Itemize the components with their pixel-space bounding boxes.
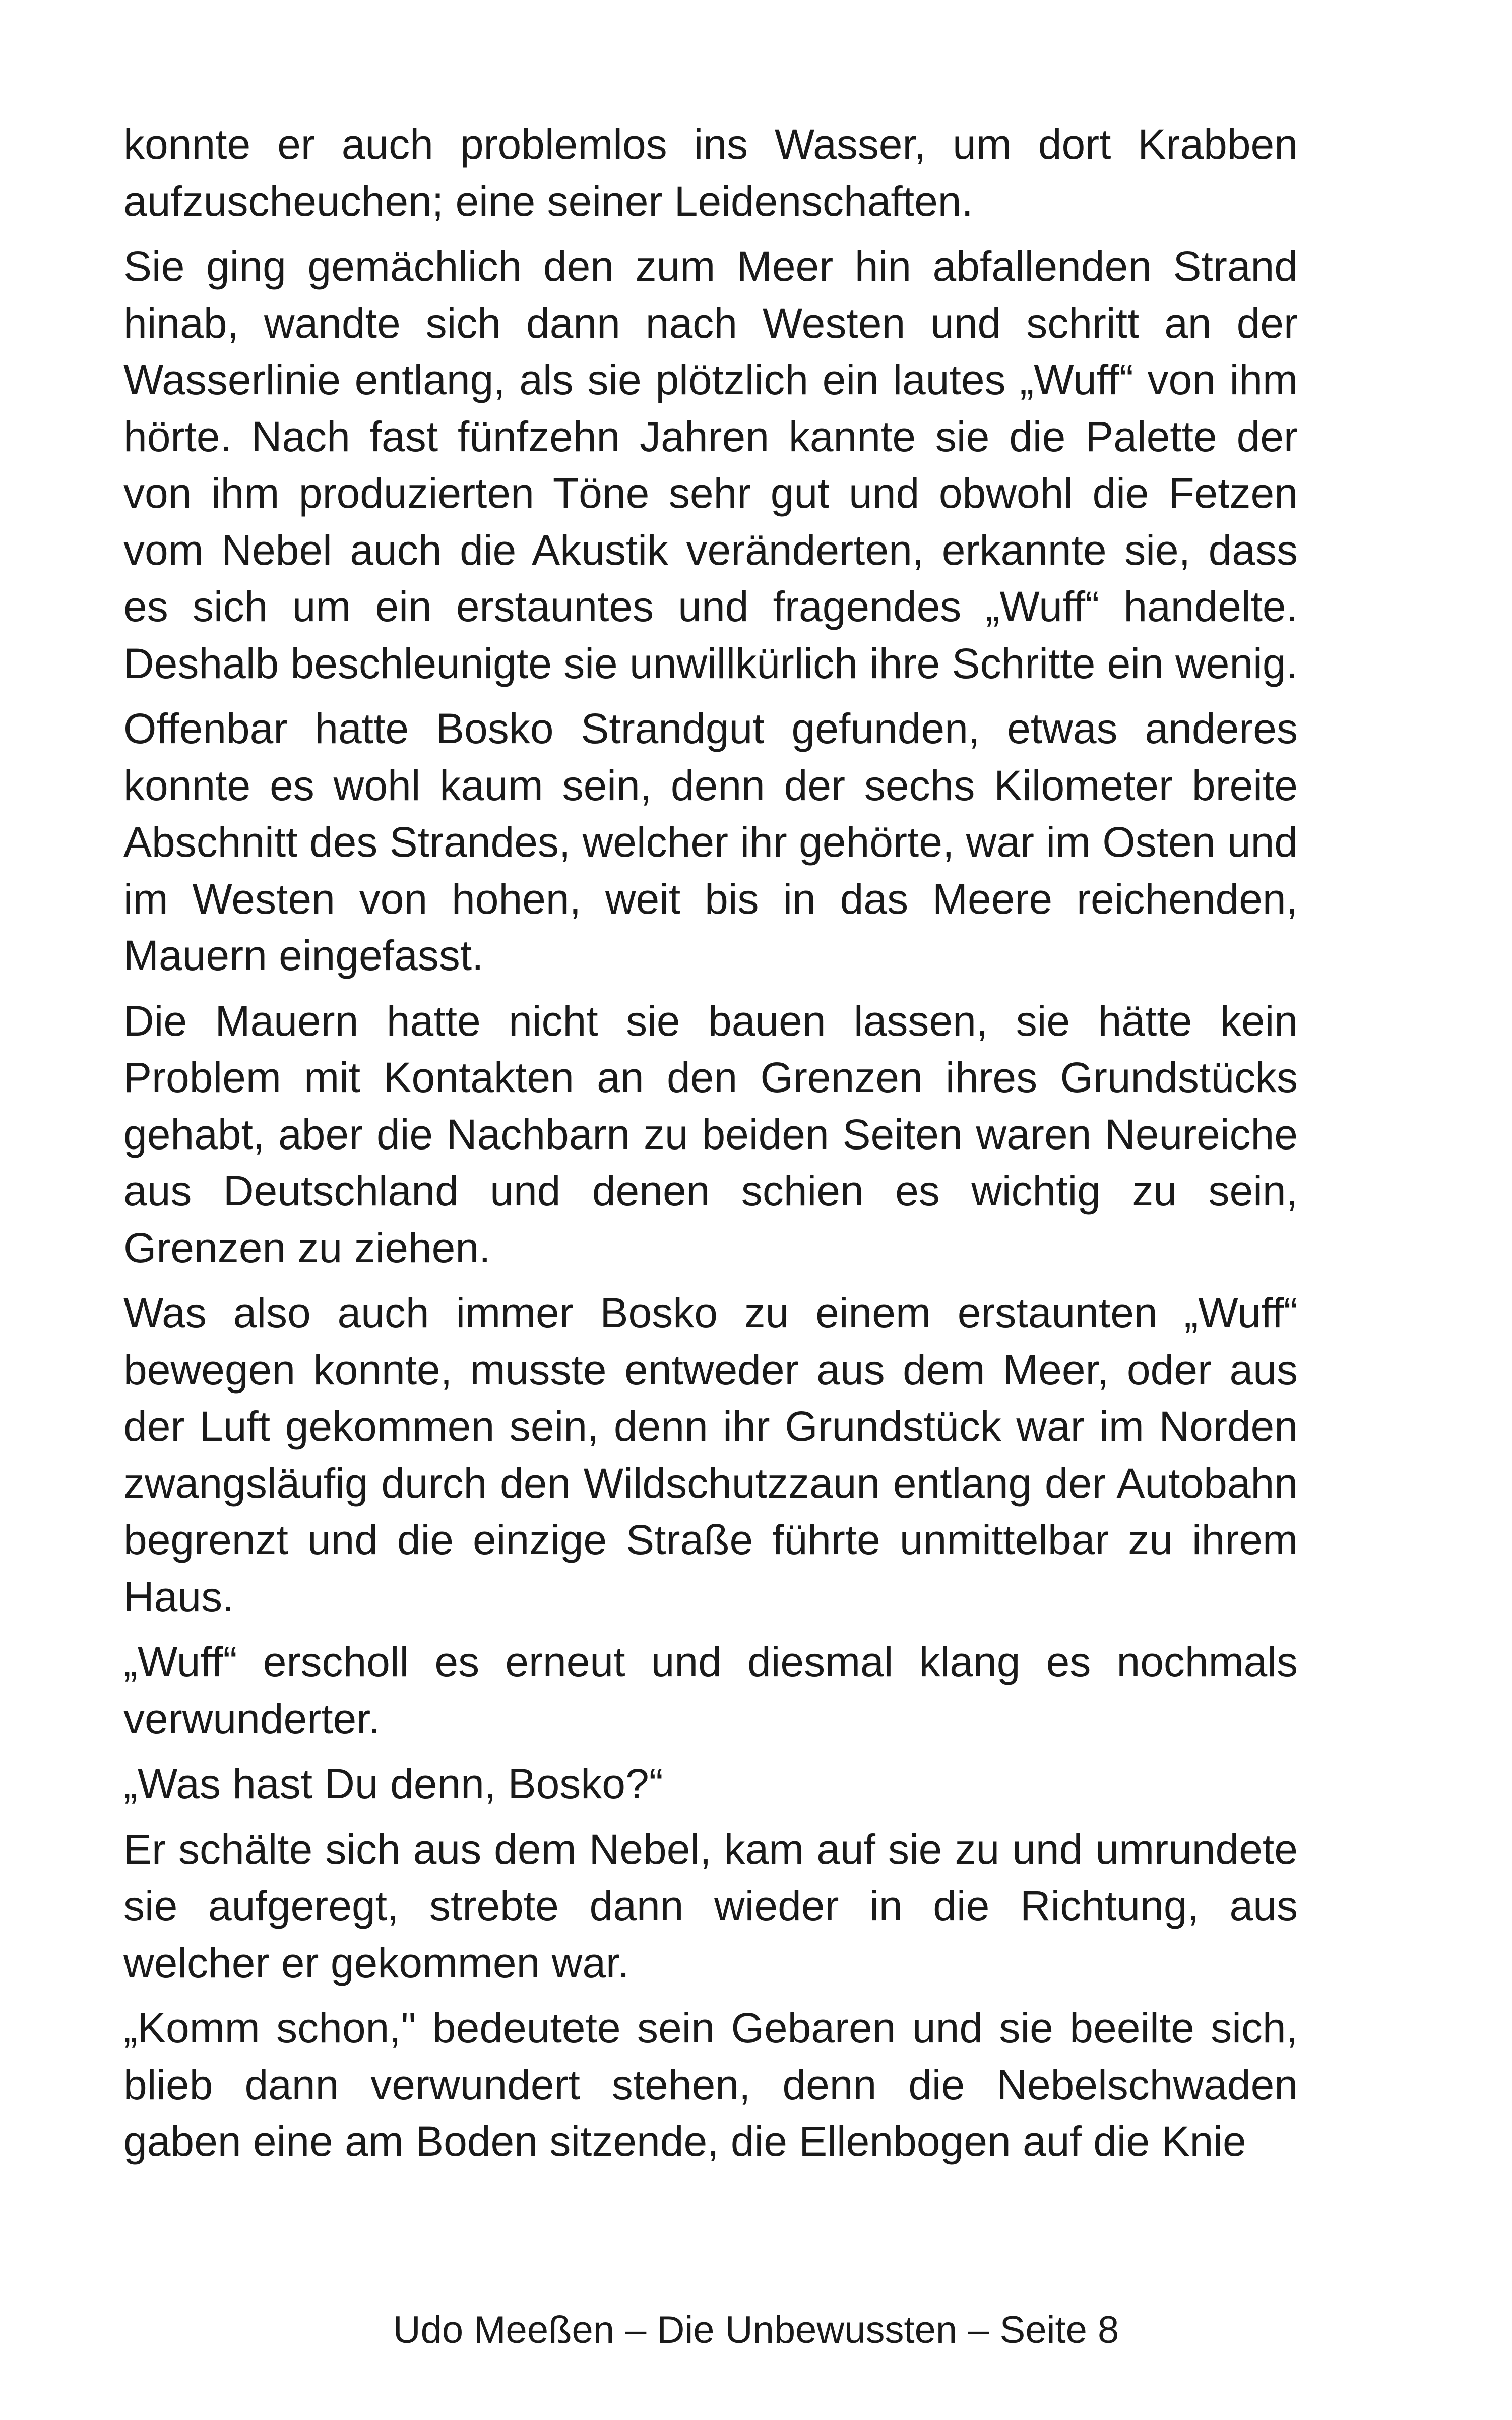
paragraph-3: Offenbar hatte Bosko Strandgut gefunden, etwas anderes konnte es wohl kaum sein, denn der sechs Kilometer breite Abschnitt des Strandes, welcher ihr gehörte, war im Osten und im Westen von hohen, weit bis in das Meere reichenden, Mauern eingefasst. — [123, 705, 1298, 979]
paragraph-5: Was also auch immer Bosko zu einem erstaunten „Wuff“ bewegen konnte, musste entweder aus dem Meer, oder aus der Luft gekommen sein, denn ihr Grundstück war im Norden zwangsläufig durch den Wildschutzzaun entlang der Autobahn begrenzt und die einzige Straße führte unmittelbar zu ihrem Haus. — [123, 1289, 1298, 1620]
paragraph-6: „Wuff“ erscholl es erneut und diesmal klang es nochmals verwunderter. — [123, 1638, 1298, 1742]
body-text — [123, 116, 1298, 2179]
page-footer: Udo Meeßen – Die Unbewussten – Seite 8 — [393, 2309, 1119, 2351]
paragraph-8: Er schälte sich aus dem Nebel, kam auf sie zu und umrundete sie aufgeregt, strebte dann wieder in die Richtung, aus welcher er gekommen war. — [123, 1825, 1298, 1986]
paragraph-4: Die Mauern hatte nicht sie bauen lassen, sie hätte kein Problem mit Kontakten an den Grenzen ihres Grundstücks gehabt, aber die Nachbarn zu beiden Seiten waren Neureiche aus Deutschland und denen schien es wichtig zu sein, Grenzen zu ziehen. — [123, 997, 1298, 1272]
paragraph-1: konnte er auch problemlos ins Wasser, um dort Krabben aufzuscheuchen; eine seiner Leidenschaften. — [123, 120, 1298, 225]
paragraph-7: „Was hast Du denn, Bosko?“ — [123, 1760, 663, 1807]
paragraph-2: Sie ging gemächlich den zum Meer hin abfallenden Strand hinab, wandte sich dann nach Westen und schritt an der Wasserlinie entlang, als sie plötzlich ein lautes „Wuff“ von ihm hörte. Nach fast fünfzehn Jahren kannte sie die Palette der von ihm produzierten Töne sehr gut und obwohl die Fetzen vom Nebel auch die Akustik veränderten, erkannte sie, dass es sich um ein erstauntes und fragendes „Wuff“ handelte. Deshalb beschleunigte sie unwillkürlich ihre Schritte ein wenig. — [123, 243, 1298, 687]
paragraph-9: „Komm schon," bedeutete sein Gebaren und sie beeilte sich, blieb dann verwundert stehen, denn die Nebelschwaden gaben eine am Boden sitzende, die Ellenbogen auf die Knie — [123, 2004, 1298, 2165]
